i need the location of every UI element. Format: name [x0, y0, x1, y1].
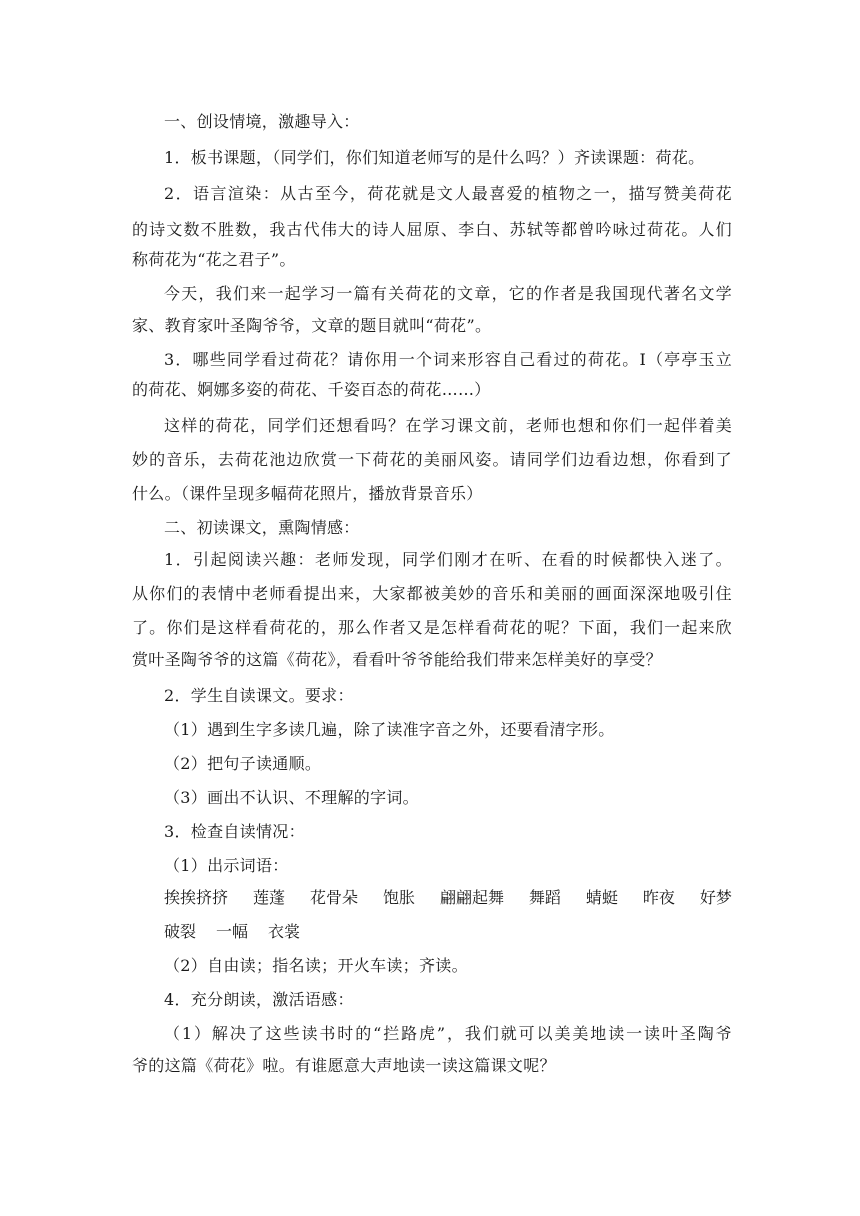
paragraph-line: 称荷花为“花之君子”。: [132, 250, 296, 269]
paragraph-line: 的荷花、婀娜多姿的荷花、千姿百态的荷花……）: [132, 380, 491, 399]
paragraph-line: 妙的音乐，去荷花池边欣赏一下荷花的美丽风姿。请同学们边看边想，你看到了: [132, 450, 732, 469]
paragraph-line: 爷的这篇《荷花》啦。有谁愿意大声地读一读这篇课文呢？: [132, 1056, 556, 1075]
paragraph-line: 了。你们是这样看荷花的，那么作者又是怎样看荷花的呢？下面，我们一起来欣: [132, 618, 732, 637]
section-heading: 二、初读课文，熏陶情感：: [164, 518, 360, 537]
vocab-word: 一幅: [216, 922, 249, 941]
list-item: （1）解决了这些读书时的“拦路虎”，我们就可以美美地读一读叶圣陶爷: [164, 1024, 732, 1043]
section-heading: 一、创设情境，激趣导入：: [164, 112, 360, 131]
paragraph-line: 赏叶圣陶爷爷的这篇《荷花》，看看叶爷爷能给我们带来怎样美好的享受？: [132, 650, 662, 669]
vocab-word: 好梦: [699, 888, 732, 907]
vocab-word: 蜻蜓: [585, 888, 618, 907]
vocab-word: 衣裳: [268, 922, 301, 941]
paragraph-line: 的诗文数不胜数，我古代伟大的诗人屈原、李白、苏轼等都曾吟咏过荷花。人们: [132, 220, 732, 239]
list-item: （2）自由读；指名读；开火车读；齐读。: [164, 956, 468, 975]
vocabulary-row: [164, 922, 300, 942]
vocab-word: 破裂: [164, 922, 197, 941]
paragraph-line: 2．学生自读课文。要求：: [164, 686, 354, 705]
paragraph-line: 这样的荷花，同学们还想看吗？在学习课文前，老师也想和你们一起伴着美: [164, 416, 732, 435]
list-item: （2）把句子读通顺。: [164, 754, 322, 773]
vocab-word: 昨夜: [642, 888, 675, 907]
paragraph-line: 从你们的表情中老师看提出来，大家都被美妙的音乐和美丽的画面深深地吸引住: [132, 584, 732, 603]
paragraph-line: 4．充分朗读，激活语感：: [164, 990, 354, 1009]
vocab-word: 舞蹈: [528, 888, 561, 907]
paragraph-line: 3．哪些同学看过荷花？请你用一个词来形容自己看过的荷花。I（亭亭玉立: [164, 350, 732, 369]
vocab-word: 翩翩起舞: [439, 888, 504, 907]
vocab-word: 莲蓬: [252, 888, 285, 907]
paragraph-line: 1．引起阅读兴趣：老师发现，同学们刚才在听、在看的时候都快入迷了。: [164, 550, 732, 569]
vocabulary-row: [164, 888, 732, 908]
paragraph-line: 家、教育家叶圣陶爷爷，文章的题目就叫“荷花”。: [132, 316, 492, 335]
paragraph-line: 今天，我们来一起学习一篇有关荷花的文章，它的作者是我国现代著名文学: [164, 284, 732, 303]
vocab-word: 饱胀: [382, 888, 415, 907]
vocab-word: 花骨朵: [309, 888, 358, 907]
paragraph-line: 2．语言渲染：从古至今，荷花就是文人最喜爱的植物之一，描写赞美荷花: [164, 184, 732, 203]
paragraph-line: 1．板书课题，（同学们，你们知道老师写的是什么吗？）齐读课题：荷花。: [164, 148, 705, 167]
list-item: （1）出示词语：: [164, 856, 289, 875]
paragraph-line: 3．检查自读情况：: [164, 822, 305, 841]
list-item: （1）遇到生字多读几遍，除了读准字音之外，还要看清字形。: [164, 720, 615, 739]
list-item: （3）画出不认识、不理解的字词。: [164, 788, 419, 807]
paragraph-line: 什么。（课件呈现多幅荷花照片，播放背景音乐）: [132, 484, 483, 503]
vocab-word: 挨挨挤挤: [164, 888, 229, 907]
